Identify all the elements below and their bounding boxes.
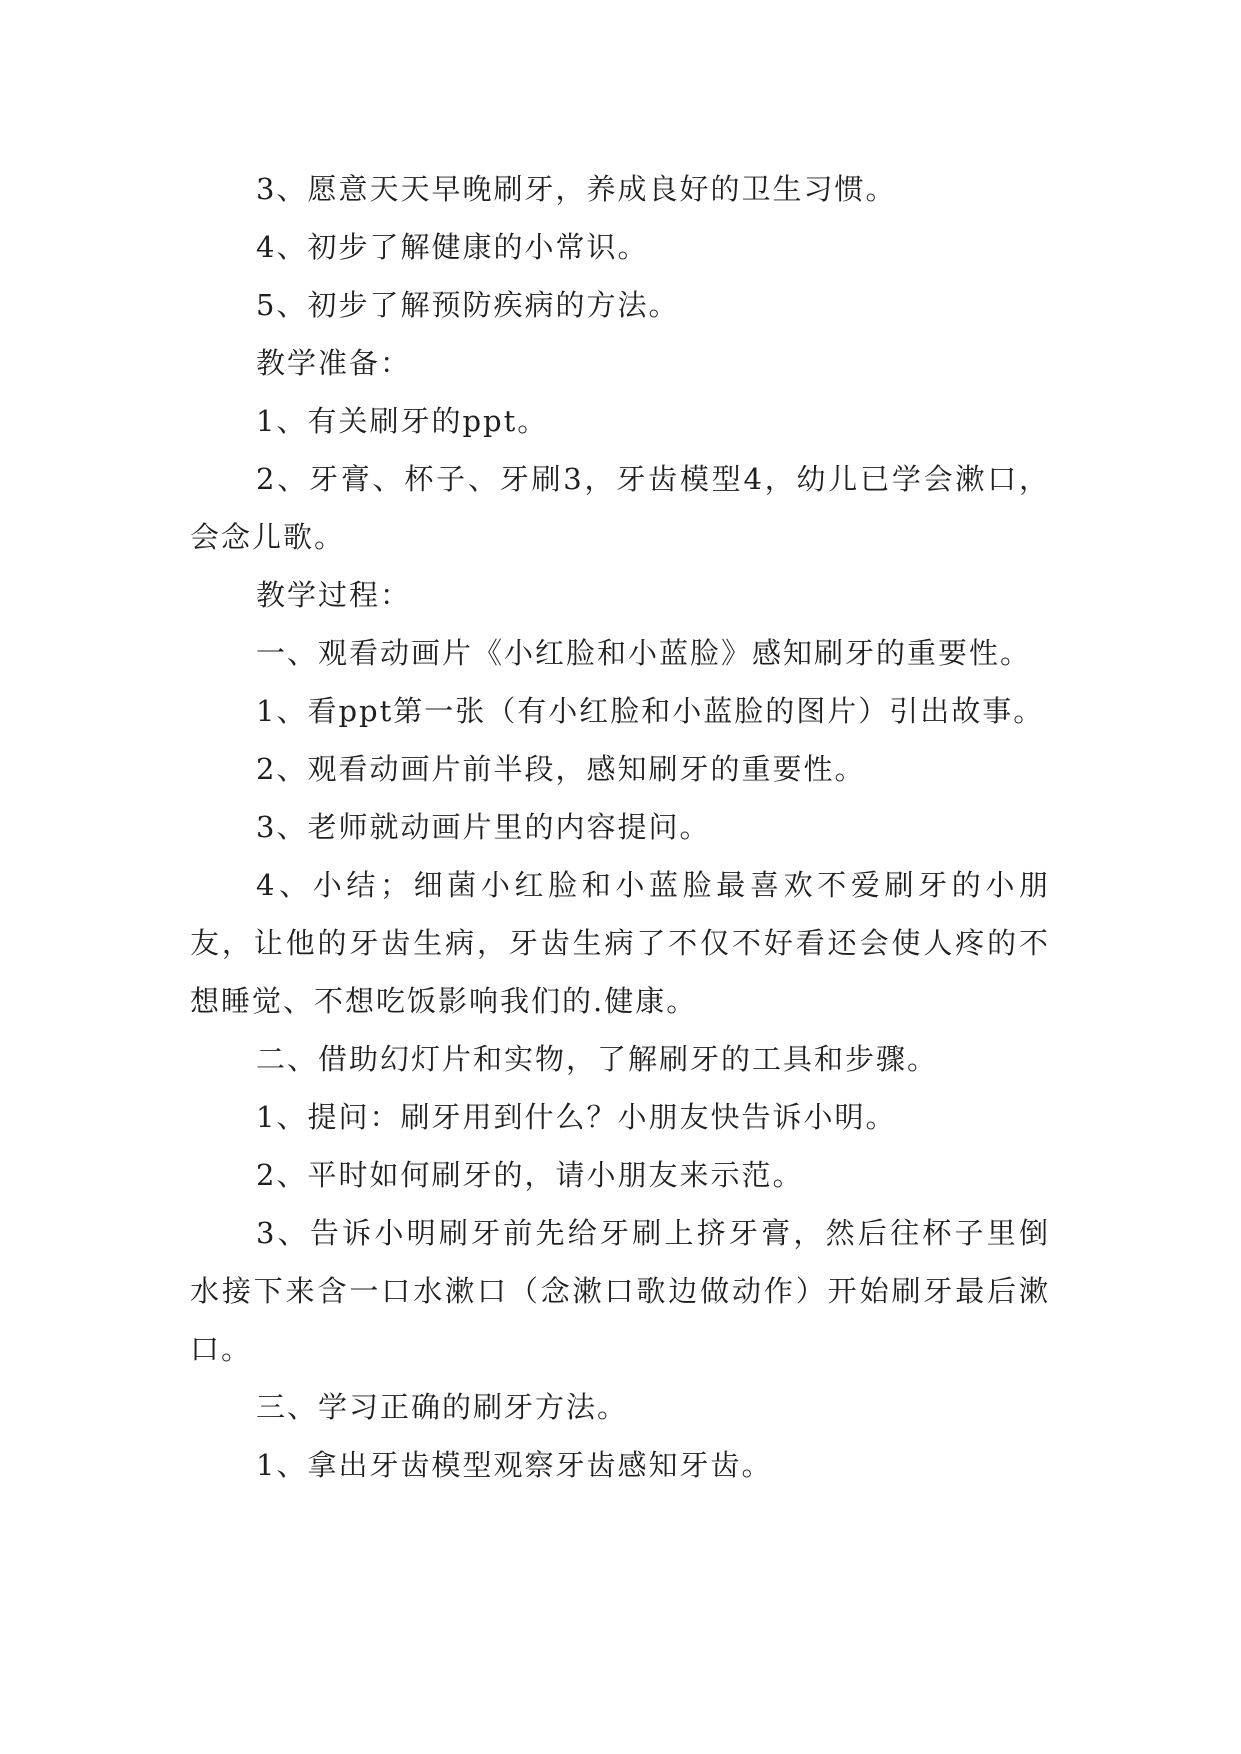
paragraph: 1、拿出牙齿模型观察牙齿感知牙齿。: [256, 1448, 773, 1482]
paragraph: 1、看ppt第一张（有小红脸和小蓝脸的图片）引出故事。: [256, 694, 1045, 728]
paragraph: 一、观看动画片《小红脸和小蓝脸》感知刷牙的重要性。: [256, 636, 1032, 670]
paragraph: 2、观看动画片前半段，感知刷牙的重要性。: [256, 752, 866, 786]
paragraph: 三、学习正确的刷牙方法。: [256, 1390, 629, 1424]
paragraph: 1、提问：刷牙用到什么？小朋友快告诉小明。: [256, 1100, 897, 1134]
paragraph: 2、平时如何刷牙的，请小朋友来示范。: [256, 1158, 804, 1192]
paragraph: 1、有关刷牙的ppt。: [256, 404, 549, 438]
paragraph: 3、告诉小明刷牙前先给牙刷上挤牙膏，然后往杯子里倒水接下来含一口水漱口（念漱口歌边做动作）开始刷牙最后漱口。: [190, 1216, 1050, 1366]
paragraph: 3、愿意天天早晚刷牙，养成良好的卫生习惯。: [256, 172, 897, 206]
paragraph: 4、初步了解健康的小常识。: [256, 230, 649, 264]
section-heading: 教学过程：: [256, 578, 412, 612]
section-heading: 教学准备：: [256, 346, 412, 380]
paragraph: 5、初步了解预防疾病的方法。: [256, 288, 680, 322]
paragraph: 4、小结；细菌小红脸和小蓝脸最喜欢不爱刷牙的小朋友，让他的牙齿生病，牙齿生病了不仅不好看还会使人疼的不想睡觉、不想吃饭影响我们的.健康。: [190, 868, 1050, 1018]
paragraph: 2、牙膏、杯子、牙刷3，牙齿模型4，幼儿已学会漱口，会念儿歌。: [190, 462, 1050, 554]
paragraph: 3、老师就动画片里的内容提问。: [256, 810, 711, 844]
paragraph: 二、借助幻灯片和实物，了解刷牙的工具和步骤。: [256, 1042, 939, 1076]
document-body: [190, 160, 1050, 1494]
